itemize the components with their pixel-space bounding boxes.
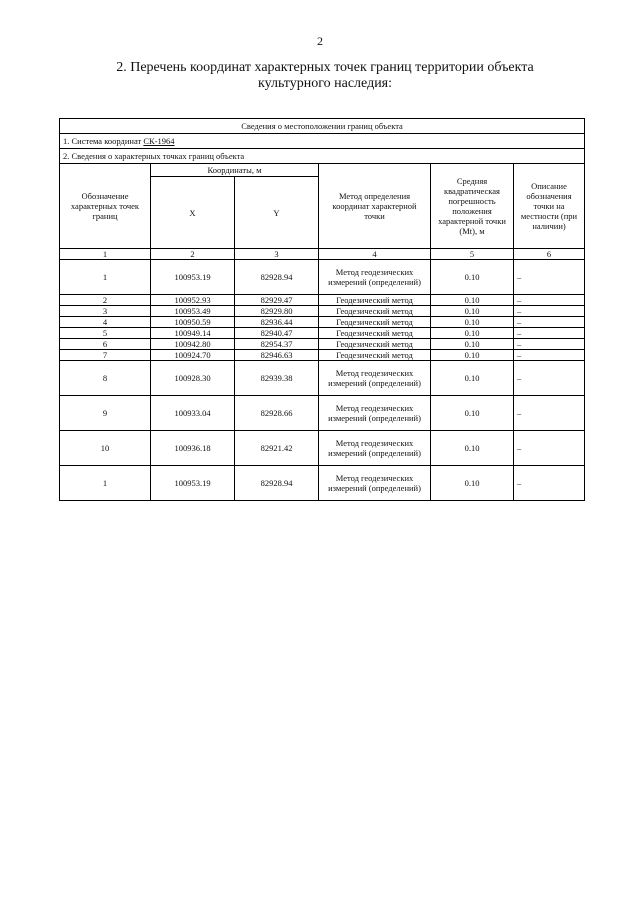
cell-error: 0.10: [431, 396, 514, 431]
cell-x: 100924.70: [151, 350, 235, 361]
cell-error: 0.10: [431, 466, 514, 501]
cell-y: 82940.47: [235, 328, 319, 339]
cell-desc: –: [514, 350, 585, 361]
cell-error: 0.10: [431, 350, 514, 361]
cell-method: Геодезический метод: [319, 295, 431, 306]
table-row: [60, 350, 585, 361]
cell-point: 1: [60, 466, 151, 501]
cell-x: 100936.18: [151, 431, 235, 466]
cell-point: 4: [60, 317, 151, 328]
cell-error: 0.10: [431, 260, 514, 295]
cell-y: 82928.66: [235, 396, 319, 431]
col-coords-header: Координаты, м: [151, 164, 319, 177]
table-row: [60, 306, 585, 317]
table-row: [60, 295, 585, 306]
cell-method: Геодезический метод: [319, 339, 431, 350]
cell-error: 0.10: [431, 317, 514, 328]
cell-x: 100933.04: [151, 396, 235, 431]
cell-error: 0.10: [431, 361, 514, 396]
cell-desc: –: [514, 295, 585, 306]
cell-desc: –: [514, 317, 585, 328]
cell-y: 82928.94: [235, 260, 319, 295]
col-desc-header: Описание обозначения точки на местности (при наличии): [514, 164, 585, 249]
cell-desc: –: [514, 431, 585, 466]
cell-point: 9: [60, 396, 151, 431]
cell-method: Геодезический метод: [319, 306, 431, 317]
col-error-header: Средняя квадратическая погрешность положения характерной точки (Mt), м: [431, 164, 514, 249]
cell-point: 3: [60, 306, 151, 317]
cell-y: 82939.38: [235, 361, 319, 396]
coord-system-row: [60, 134, 585, 149]
cell-point: 6: [60, 339, 151, 350]
cell-desc: –: [514, 466, 585, 501]
col-number: 1: [60, 249, 151, 260]
cell-method: Метод геодезических измерений (определений): [319, 431, 431, 466]
info-header: Сведения о местоположении границ объекта: [60, 119, 585, 134]
cell-method: Геодезический метод: [319, 317, 431, 328]
cell-point: 2: [60, 295, 151, 306]
col-number: 5: [431, 249, 514, 260]
cell-y: 82921.42: [235, 431, 319, 466]
column-numbers-row: [60, 249, 585, 260]
cell-desc: –: [514, 306, 585, 317]
table-row: [60, 339, 585, 350]
cell-x: 100949.14: [151, 328, 235, 339]
cell-y: 82936.44: [235, 317, 319, 328]
col-number: 2: [151, 249, 235, 260]
cell-y: 82954.37: [235, 339, 319, 350]
cell-error: 0.10: [431, 295, 514, 306]
cell-desc: –: [514, 361, 585, 396]
cell-x: 100942.80: [151, 339, 235, 350]
col-number: 6: [514, 249, 585, 260]
table-row: [60, 260, 585, 295]
cell-method: Метод геодезических измерений (определений): [319, 260, 431, 295]
cell-point: 5: [60, 328, 151, 339]
col-point-header: Обозначение характерных точек границ: [60, 164, 151, 249]
col-number: 3: [235, 249, 319, 260]
cell-method: Геодезический метод: [319, 350, 431, 361]
cell-desc: –: [514, 396, 585, 431]
cell-x: 100928.30: [151, 361, 235, 396]
table-row: [60, 361, 585, 396]
table-row: [60, 466, 585, 501]
cell-error: 0.10: [431, 306, 514, 317]
cell-method: Метод геодезических измерений (определений): [319, 396, 431, 431]
col-x-header: X: [151, 177, 235, 249]
cell-y: 82929.47: [235, 295, 319, 306]
cell-point: 7: [60, 350, 151, 361]
points-header: 2. Сведения о характерных точках границ объекта: [60, 149, 585, 164]
coord-system-value: СК-1964: [143, 136, 175, 146]
cell-desc: –: [514, 260, 585, 295]
cell-desc: –: [514, 339, 585, 350]
coordinates-table: [59, 118, 585, 501]
cell-error: 0.10: [431, 328, 514, 339]
table-row: [60, 431, 585, 466]
cell-point: 1: [60, 260, 151, 295]
cell-x: 100950.59: [151, 317, 235, 328]
table-row: [60, 328, 585, 339]
cell-x: 100953.19: [151, 260, 235, 295]
table-row: [60, 396, 585, 431]
page-title: 2. Перечень координат характерных точек границ территории объекта культурного наследия:: [116, 60, 534, 91]
cell-error: 0.10: [431, 339, 514, 350]
cell-method: Метод геодезических измерений (определений): [319, 361, 431, 396]
coord-system-label: 1. Система координат: [63, 136, 142, 146]
cell-point: 10: [60, 431, 151, 466]
cell-y: 82946.63: [235, 350, 319, 361]
table-row: [60, 317, 585, 328]
cell-method: Геодезический метод: [319, 328, 431, 339]
cell-error: 0.10: [431, 431, 514, 466]
cell-y: 82929.80: [235, 306, 319, 317]
cell-x: 100953.19: [151, 466, 235, 501]
page-number: 2: [317, 34, 323, 48]
cell-method: Метод геодезических измерений (определений): [319, 466, 431, 501]
cell-point: 8: [60, 361, 151, 396]
col-y-header: Y: [235, 177, 319, 249]
cell-y: 82928.94: [235, 466, 319, 501]
col-method-header: Метод определения координат характерной точки: [319, 164, 431, 249]
cell-x: 100952.93: [151, 295, 235, 306]
cell-desc: –: [514, 328, 585, 339]
cell-x: 100953.49: [151, 306, 235, 317]
col-number: 4: [319, 249, 431, 260]
